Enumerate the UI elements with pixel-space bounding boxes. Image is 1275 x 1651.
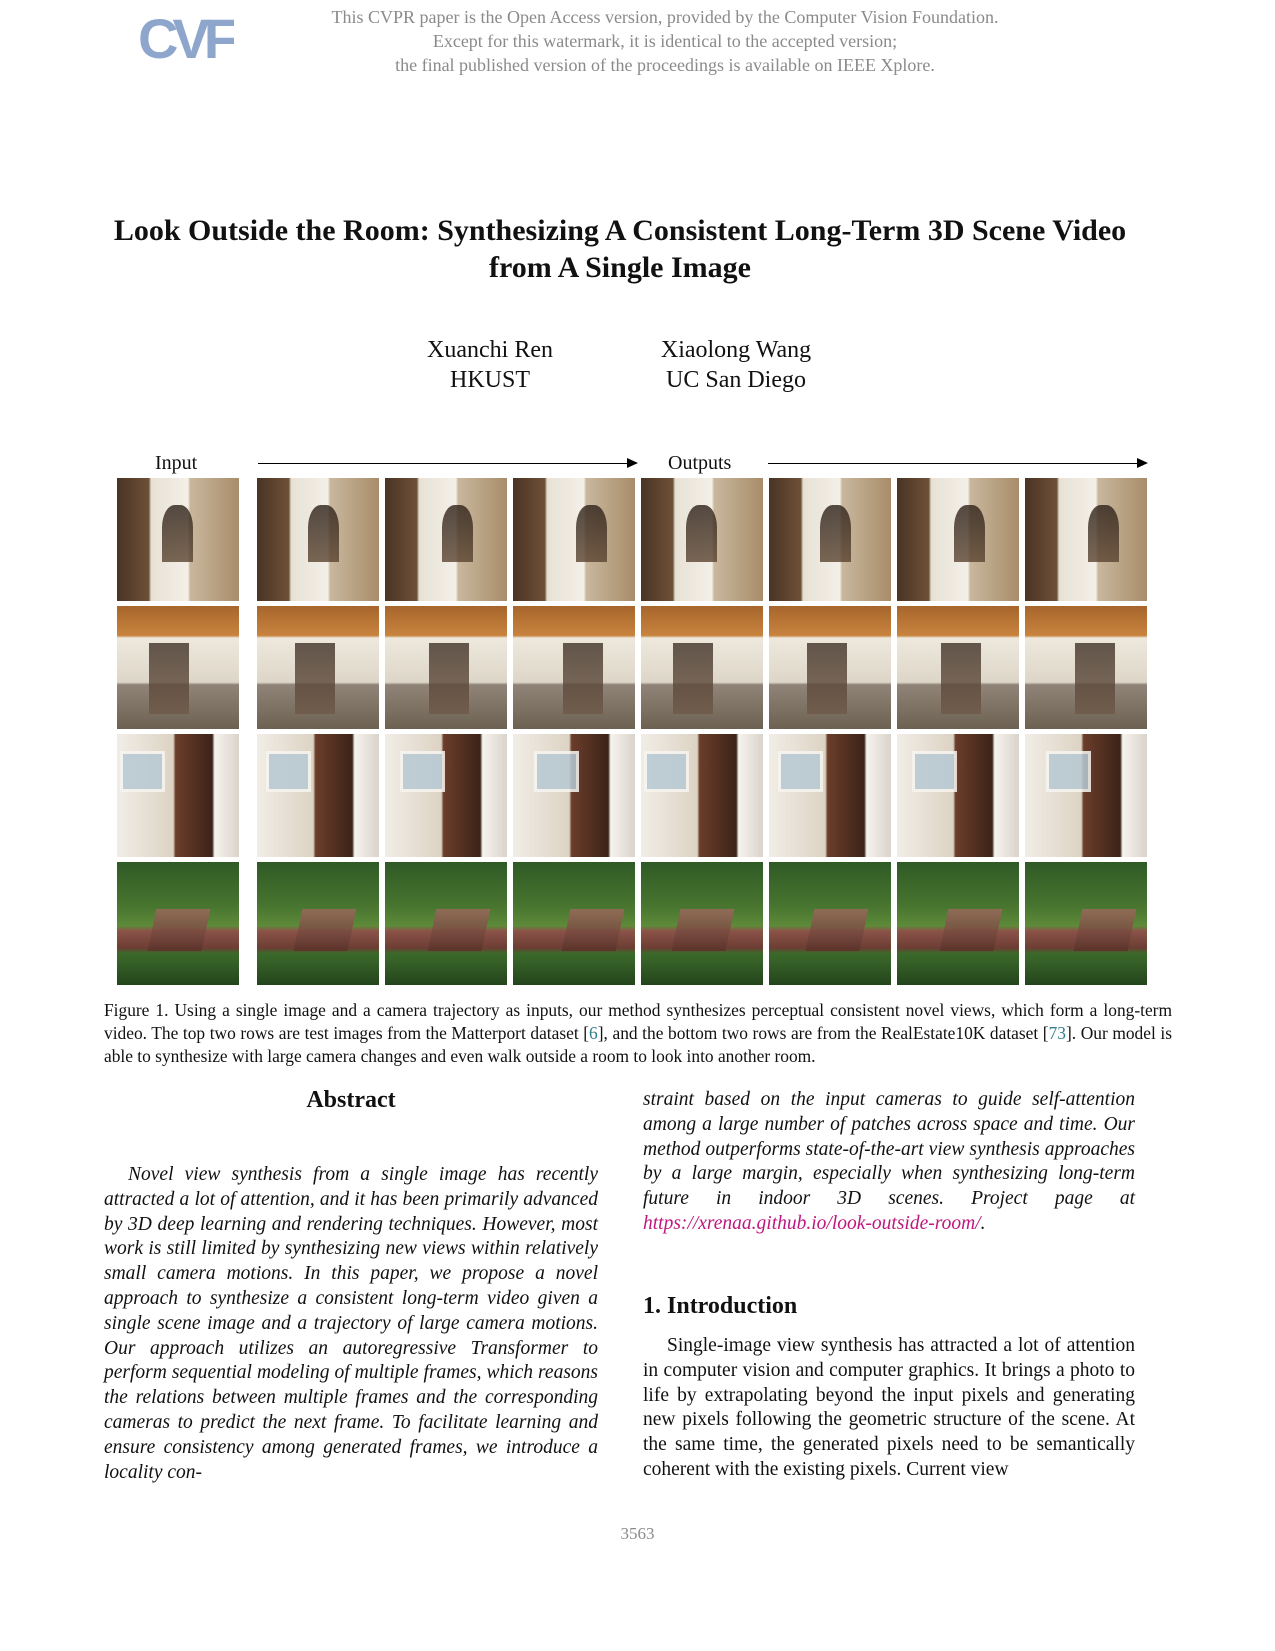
frame-scene-detail (308, 505, 340, 562)
frame-scene-detail (561, 909, 624, 951)
caption-text: ]. Our model is able to synthesize with large camera changes and even walk outside a room to look into another room. (104, 1023, 1172, 1066)
frame-scene-detail (147, 909, 210, 951)
frame-scene-detail (644, 751, 689, 791)
paper-title (60, 212, 1180, 286)
figure-input-label: Input (155, 452, 198, 474)
frame-scene-detail (293, 909, 356, 951)
watermark-line: Except for this watermark, it is identical to the accepted version; (432, 31, 898, 51)
output-frame (1025, 606, 1147, 729)
frame-scene-detail (939, 909, 1002, 951)
abstract-continuation (643, 1088, 1135, 1237)
frame-scene-detail (442, 505, 474, 562)
frame-scene-detail (563, 643, 602, 714)
output-frame (257, 734, 379, 857)
output-frame (897, 862, 1019, 985)
frame-scene-detail (400, 751, 445, 791)
frame-scene-detail (954, 505, 986, 562)
frame-scene-detail (686, 505, 718, 562)
frame-scene-detail (807, 643, 846, 714)
author-name: Xuanchi Ren (427, 337, 553, 363)
frame-scene-detail (1046, 751, 1091, 791)
output-frame (641, 734, 763, 857)
project-page-link[interactable]: https://xrenaa.github.io/look-outside-room/ (643, 1212, 981, 1234)
author-name: Xiaolong Wang (660, 337, 812, 363)
output-frame (513, 606, 635, 729)
output-frame (641, 862, 763, 985)
input-frame (117, 734, 239, 857)
output-frame (257, 862, 379, 985)
frame-scene-detail (162, 505, 194, 562)
svg-text:CVF: CVF (138, 8, 232, 70)
output-frame (769, 734, 891, 857)
output-frame (769, 862, 891, 985)
abstract-heading: Abstract (306, 1087, 396, 1113)
author-block (606, 335, 866, 395)
figure-arrow (258, 463, 636, 464)
author-affiliation: HKUST (449, 367, 530, 393)
input-frame (117, 478, 239, 601)
caption-text: ], and the bottom two rows are from the RealEstate10K dataset [ (597, 1023, 1049, 1043)
frame-scene-detail (120, 751, 165, 791)
frame-scene-detail (295, 643, 334, 714)
abstract-text: straint based on the input cameras to guide self-attention among a large number of patches across space and time. Our method outperforms state-of-the-art view synthesis approaches by a large margin, especially when synthesizing long-term future in indoor 3D scenes. Project page at (643, 1089, 1135, 1210)
output-frame (897, 478, 1019, 601)
output-frame (641, 478, 763, 601)
frame-scene-detail (534, 751, 579, 791)
frame-scene-detail (805, 909, 868, 951)
figure-caption (104, 999, 1172, 1068)
output-frame (385, 478, 507, 601)
watermark-line: the final published version of the proceedings is available on IEEE Xplore. (395, 55, 935, 75)
output-frame (641, 606, 763, 729)
output-frame (385, 606, 507, 729)
cvf-logo (138, 8, 234, 72)
output-frame (897, 734, 1019, 857)
watermark-notice (240, 5, 1090, 77)
output-frame (257, 606, 379, 729)
output-frame (513, 478, 635, 601)
page-number: 3563 (620, 1524, 655, 1543)
introduction-text: Single-image view synthesis has attracted a lot of attention in computer vision and computer graphics. It brings a photo to life by extrapolating beyond the input pixels and generating new pixels following the geometric structure of the scene. At the same time, the generated pixels need to be semantically coherent with the existing pixels. Current view (643, 1335, 1135, 1480)
output-frame (513, 862, 635, 985)
figure-frame-grid (117, 478, 1149, 985)
output-frame (385, 734, 507, 857)
caption-text: Figure 1. Using a single image and a camera trajectory as inputs, our method synthesizes perceptual consistent novel views, which form a long-term video. The top two rows are test images from the Matterport dataset [ (104, 1000, 1172, 1043)
frame-scene-detail (576, 505, 608, 562)
frame-scene-detail (820, 505, 852, 562)
frame-scene-detail (149, 643, 188, 714)
output-frame (769, 606, 891, 729)
citation-link[interactable]: 6 (589, 1023, 598, 1043)
output-frame (1025, 734, 1147, 857)
figure-outputs-label: Outputs (668, 452, 732, 474)
introduction-heading: 1. Introduction (643, 1293, 798, 1319)
frame-scene-detail (778, 751, 823, 791)
watermark-line: This CVPR paper is the Open Access version, provided by the Computer Vision Foundation. (331, 7, 999, 27)
figure-arrow (768, 463, 1146, 464)
output-frame (257, 478, 379, 601)
frame-scene-detail (1088, 505, 1120, 562)
output-frame (385, 862, 507, 985)
output-frame (897, 606, 1019, 729)
frame-scene-detail (673, 643, 712, 714)
author-block (360, 335, 620, 395)
citation-link[interactable]: 73 (1048, 1023, 1066, 1043)
title-line: Look Outside the Room: Synthesizing A Consistent Long-Term 3D Scene Video (113, 214, 1127, 247)
input-frame (117, 606, 239, 729)
abstract-text: . (980, 1212, 986, 1234)
frame-scene-detail (1075, 643, 1114, 714)
output-frame (1025, 478, 1147, 601)
frame-scene-detail (266, 751, 311, 791)
frame-scene-detail (912, 751, 957, 791)
author-affiliation: UC San Diego (666, 367, 806, 393)
frame-scene-detail (427, 909, 490, 951)
output-frame (513, 734, 635, 857)
frame-scene-detail (941, 643, 980, 714)
frame-scene-detail (671, 909, 734, 951)
abstract-text: Novel view synthesis from a single image has recently attracted a lot of attention, and it has been primarily advanced by 3D deep learning and rendering techniques. However, most work is still limited by synthesizing new views within relatively small camera motions. In this paper, we propose a novel approach to synthesize a consistent long-term video given a single scene image and a trajectory of large camera motions. Our approach utilizes an autoregressive Transformer to perform sequential modeling of multiple frames, which reasons the relations between multiple frames and the corresponding cameras to predict the next frame. To facilitate learning and ensure consistency among generated frames, we introduce a locality con- (104, 1164, 598, 1483)
frame-scene-detail (1073, 909, 1136, 951)
input-frame (117, 862, 239, 985)
output-frame (1025, 862, 1147, 985)
frame-scene-detail (429, 643, 468, 714)
output-frame (769, 478, 891, 601)
title-line: from A Single Image (489, 251, 751, 284)
